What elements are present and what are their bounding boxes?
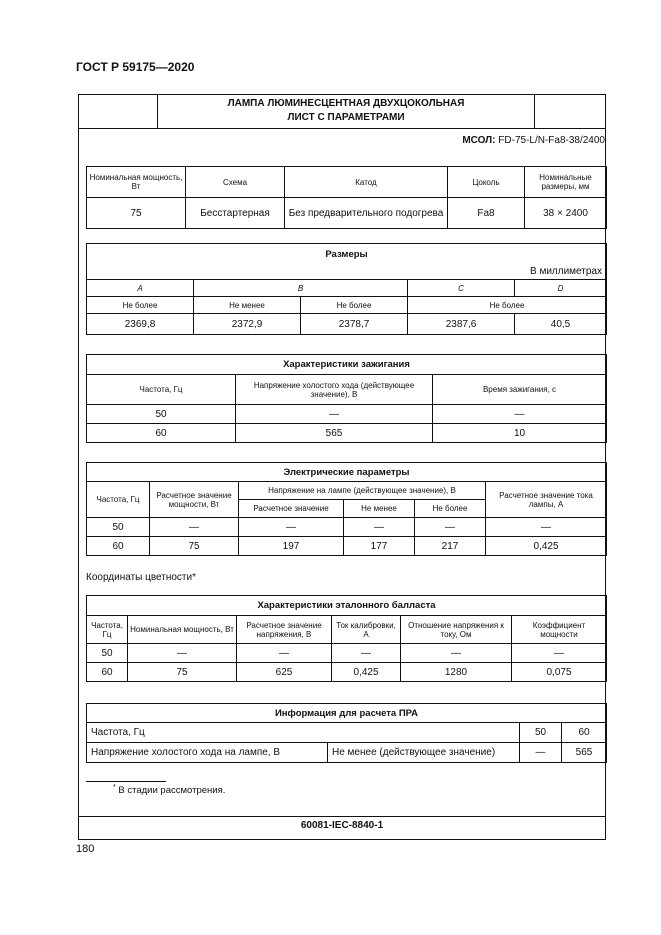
- dimensions-title: Размеры: [325, 249, 368, 260]
- electrical-title: Электрические параметры: [87, 463, 607, 482]
- electrical-table: Электрические параметры Частота, Гц Расчетное значение мощности, Вт Напряжение на лампе (действующее значение), В Расчетное значение тока лампы, А Расчетное значение Не менее Не более 50 — — — — — 60 75 197 177 217 0,425: [86, 462, 607, 556]
- footnote-separator: [86, 781, 166, 782]
- msol-code: МСОЛ: FD-75-L/N-Fa8-38/2400: [462, 135, 605, 146]
- pra-table: Информация для расчета ПРА Частота, Гц 50 60 Напряжение холостого хода на лампе, В Не менее (действующее значение) — 565: [86, 703, 607, 763]
- ignition-title: Характеристики зажигания: [87, 355, 607, 375]
- footnote: * В стадии рассмотрения.: [113, 784, 226, 797]
- sheet-code: 60081-IEC-8840-1: [300, 820, 384, 831]
- dimensions-table: Размеры В миллиметрах A B C D Не более Не менее Не более Не более 2369,8 2372,9 2378,7 2387,6 40,5: [86, 243, 607, 335]
- sheet-title: ЛАМПА ЛЮМИНЕСЦЕНТНАЯ ДВУХЦОКОЛЬНАЯ ЛИСТ С ПАРАМЕТРАМИ: [158, 94, 534, 129]
- chromaticity-note: Координаты цветности*: [86, 572, 196, 583]
- ballast-title: Характеристики эталонного балласта: [87, 596, 607, 616]
- dimensions-unit: В миллиметрах: [530, 266, 602, 277]
- main-params-table: Номинальная мощность, Вт Схема Катод Цоколь Номинальные размеры, мм 75 Бесстартерная Без предварительного подогрева Fa8 38 × 2400: [86, 166, 607, 229]
- sheet-divider: [78, 816, 606, 817]
- page-number: 180: [76, 843, 95, 855]
- ignition-table: Характеристики зажигания Частота, Гц Напряжение холостого хода (действующее значение), В Время зажигания, с 50 — — 60 565 10: [86, 354, 607, 443]
- sheet-header: [78, 94, 606, 129]
- ballast-table: Характеристики эталонного балласта Частота, Гц Номинальная мощность, Вт Расчетное значение напряжения, В Ток калибровки, А Отношение напряжения к току, Ом Коэффициент мощности 50 — — — — — 60 75 625 0,425 1280 0,075: [86, 595, 607, 682]
- standard-designation: ГОСТ Р 59175—2020: [76, 60, 195, 74]
- pra-title: Информация для расчета ПРА: [87, 704, 607, 723]
